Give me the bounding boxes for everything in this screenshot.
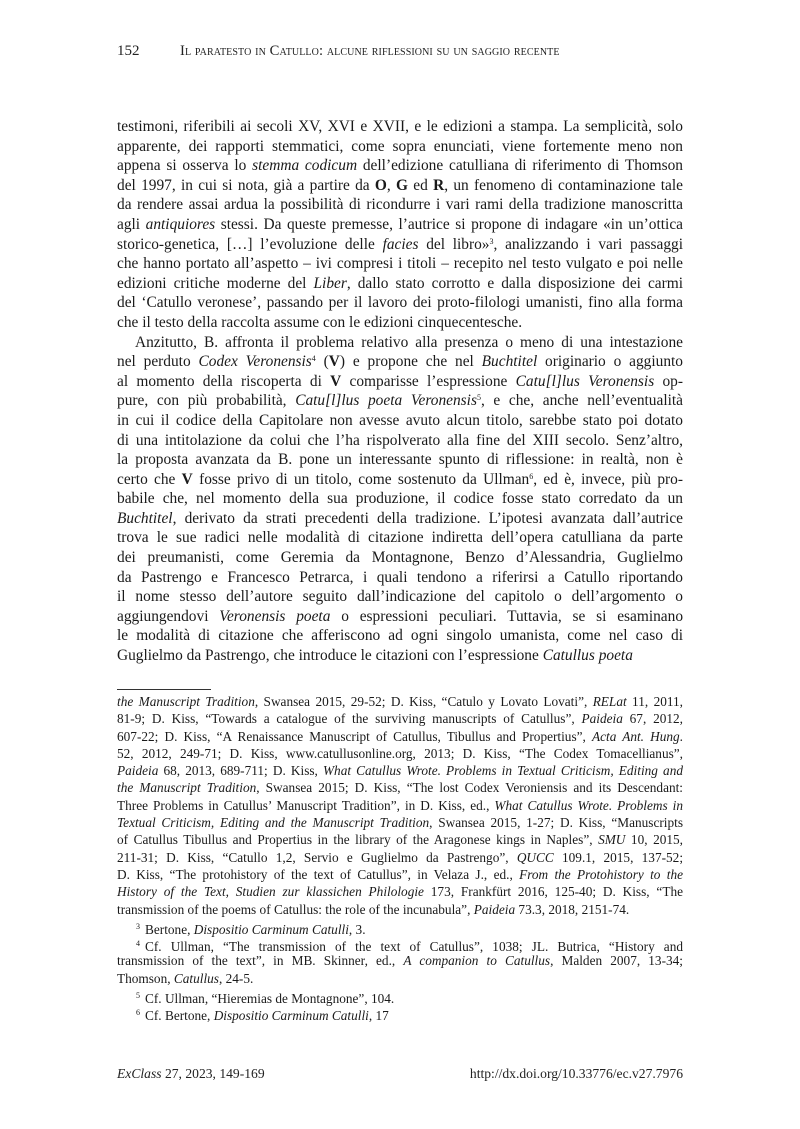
text-run: che hanno portato all’aspetto – ivi compresi i titoli – recepito nel testo vulgato e poi nelle [117,255,683,273]
italic-text: Catu[l]lus poeta Veronensis [295,392,477,410]
text-line [117,509,683,529]
text-run: edizioni critiche moderne del [117,274,314,292]
italic-text: Dispositio Carminum Catulli [213,1008,369,1024]
text-run: stessi. Da queste premesse, l’autrice si propone di indagare «in un’ottica [215,215,683,233]
footnote-line [117,849,683,866]
italic-text: Buchtitel [117,509,173,527]
footnote-separator [117,689,211,690]
footnote-line [117,935,683,955]
text-run: Bertone, [145,921,194,937]
text-run: transmission of the text”, in MB. Skinner, ed., [117,953,404,969]
text-run: 607-22; D. Kiss, “A Renaissance Manuscript of Catullus, Tibullus and Propertius”, [117,728,592,744]
italic-text: Acta Ant. Hung [591,728,680,744]
text-run: le modalità di citazione che afferiscono ad ogni singolo umanista, come nel caso di [117,627,683,645]
footnote-number: 4 [136,939,140,949]
footnote-line [117,797,683,814]
text-run: testimoni, riferibili ai secoli XV, XVI e XVII, e le edizioni a stampa. La semplicità, solo [117,118,683,135]
running-title: Il paratesto in Catullo: alcune riflessioni su un saggio recente [180,43,560,59]
text-line [117,215,683,235]
text-run: Cf. Bertone, [145,1008,214,1024]
text-line [117,489,683,509]
italic-text: facies [382,235,419,253]
italic-text: SMU [598,832,626,848]
text-run: Cf. Ullman, “The transmission of the text of Catullus”, 1038; JL. Butrica, “History and [145,939,683,955]
text-run: , derivato da strati precedenti della tradizione. L’ipotesi avanzata dall’autrice [172,509,683,527]
text-line [117,372,683,392]
footnote-line [117,970,683,987]
text-run: fosse privo di un titolo, come sostenuto da Ullman [192,470,530,488]
text-line [117,235,683,255]
footnote-number: 5 [136,991,140,1001]
text-line [117,313,683,333]
text-run: ed [408,176,434,194]
italic-text: the Manuscript Tradition [117,780,257,796]
footnote-line [117,866,683,883]
text-line [117,156,683,176]
manuscript-siglum: V [328,353,340,371]
text-line [117,431,683,451]
text-run: agli [117,215,146,233]
text-run: Cf. Ullman, “Hieremias de Montagnone”, 104. [145,991,395,1007]
text-run: , 3. [348,921,366,937]
text-run: , dallo stato corrotto e dalla disposizione dei carmi [346,274,683,292]
text-run: , Swansea 2015, 29-52; D. Kiss, “Catulo y Lovato Lovati”, [254,694,593,709]
text-line [117,411,683,431]
text-line [117,626,683,646]
italic-text: the Manuscript Tradition [117,694,255,709]
text-run: , analizzando i vari passaggi [493,235,684,253]
italic-text: stemma codicum [252,157,358,175]
footnote-line [117,814,683,831]
text-line [117,352,683,372]
footnote-ref[interactable]: 5 [476,393,481,403]
italic-text: History of the Text, Studien zur klassichen Philologie [117,884,424,900]
text-run: comparisse l’espressione [341,372,516,390]
footnote-ref[interactable]: 6 [529,471,534,481]
text-run: , ed è, invece, più pro- [533,470,684,488]
text-run: nel perduto [117,353,199,371]
footnote-number: 6 [136,1008,140,1018]
text-run: o espressioni peculiari. Tuttavia, se si esaminano [330,607,684,625]
text-line [117,450,683,470]
text-run: 109.1, 2015, 137-52; [553,849,684,865]
text-line [117,293,683,313]
text-run: , un fenomeno di contaminazione tale [444,176,683,194]
italic-text: A companion to Catullus [403,953,551,969]
text-run: da rendere assai ardua la possibilità di ricondurre i vari rami della tradizione manoscritta [117,196,683,214]
italic-text: Liber [313,274,347,292]
text-run: aggiungendovi [117,607,220,625]
running-header [117,43,687,65]
text-run: storico-genetica, […] l’evoluzione delle [117,235,383,253]
text-line [117,587,683,607]
text-run: transmission of the poems of Catullus: the role of the incunabula”, [117,901,474,917]
text-run: , [386,176,397,194]
text-run: babile che, nel momento della sua produzione, il codice fosse stato corredato da un [117,490,683,508]
italic-text: Catu[l]lus Veronensis [515,372,655,390]
text-run: dell’edizione catulliana di riferimento di Thomson [357,157,683,175]
page-number: 152 [117,43,140,59]
italic-text: Paideia [473,901,516,917]
italic-text: What Catullus Wrote. Problems in [494,797,683,813]
text-run: del libro» [418,235,490,253]
text-run: 67, 2012, [622,711,684,727]
footnote-line [117,952,683,969]
footnote-line [117,883,683,900]
text-line [117,391,683,411]
text-run: , e che, anche nell’eventualità [480,392,683,410]
manuscript-siglum: V [330,372,342,390]
text-line [117,646,683,666]
text-run: 73.3, 2018, 2151-74. [515,901,630,917]
journal-volume-pages: 27, 2023, 149-169 [161,1066,265,1081]
italic-text: Codex Veronensis [198,353,312,371]
text-run: 11, 2011, [626,694,683,709]
text-line [117,568,683,588]
footnote-line [117,1004,683,1024]
text-run: ) e propone che nel [339,353,482,371]
text-run: da Pastrengo e Francesco Petrarca, i quali tendono a riferirsi a Catullo riportando [117,568,683,586]
text-run: 68, 2013, 689-711; D. Kiss, [158,763,323,779]
italic-text: Veronensis poeta [219,607,331,625]
italic-text: RELat [592,694,627,709]
text-line [117,195,683,215]
text-run: 81-9; D. Kiss, “Towards a catalogue of the surviving manuscripts of Catullus”, [117,711,582,727]
italic-text: QUCC [516,849,554,865]
manuscript-siglum: G [396,176,408,194]
text-run: of Catullus Tibullus and Propertius in the library of the Aragonese kings in Naples”, [117,832,599,848]
text-run: Anzitutto, B. affronta il problema relativo alla presenza o meno di una intestazione [135,333,683,351]
page-footer [117,1066,683,1086]
italic-text: Catullus [173,970,219,986]
footnote-line [117,762,683,779]
text-line [117,254,683,274]
text-run: 10, 2015, [625,832,684,848]
italic-text: antiquiores [145,215,216,233]
footnote-number: 3 [136,921,140,931]
text-run: originario o aggiunto [537,353,683,371]
text-run: il nome stesso dell’autore seguito dall’indicazione del capitolo o dell’argomento o [117,588,683,606]
footnote-line [117,779,683,796]
text-run: al momento della riscoperta di [117,372,331,390]
text-line [117,333,683,353]
text-run: appena si osserva lo [117,157,253,175]
text-run: del ‘Catullo veronese’, passando per il lavoro dei proto-filologi umanisti, fino alla forma [117,294,683,312]
text-line [117,528,683,548]
text-line [117,176,683,196]
text-run: di una intitolazione da colui che l’ha rispolverato alla fine del XIII secolo. Senz’altro, [117,431,683,449]
manuscript-siglum: R [433,176,445,194]
text-run: pure, con più probabilità, [117,392,296,410]
text-run: Guglielmo da Pastrengo, che introduce le citazioni con l’espressione [117,647,543,665]
text-line [117,117,683,137]
footnote-line [117,728,683,745]
journal-name: ExClass [117,1066,162,1081]
main-body-text [117,117,683,666]
text-run: trova le sue radici nelle modalità di citazione indiretta dell’opera catulliana da parte [117,529,683,547]
text-run: 173, Frankfürt 2016, 125-40; D. Kiss, “The [423,884,683,900]
footnotes [117,693,683,1022]
text-run: del 1997, in cui si nota, già a partire da [117,176,375,194]
text-run: , Swansea 2015; D. Kiss, “The lost Codex Veroniensis and its Descendant: [256,780,684,796]
italic-text: Catullus poeta [542,647,633,665]
italic-text: What Catullus Wrote. Problems in Textual Criticism, Editing and [322,763,683,779]
text-run: ( [315,353,329,371]
footnote-line [117,987,683,1007]
manuscript-siglum: O [374,176,387,194]
footnote-line [117,901,683,918]
italic-text: From the Protohistory to the [519,866,683,882]
text-line [117,470,683,490]
text-line [117,548,683,568]
text-line [117,137,683,157]
text-line [117,274,683,294]
footnote-line [117,710,683,727]
footnote-line [117,831,683,848]
footnote-ref[interactable]: 4 [311,354,316,364]
doi-link[interactable]: http://dx.doi.org/10.33776/ec.v27.7976 [469,1066,683,1081]
text-run: Thomson, [117,970,174,986]
text-run: 211-31; D. Kiss, “Catullo 1,2, Servio e Guglielmo da Pastrengo”, [117,849,517,865]
text-run: che il testo della raccolta assume con le edizioni cinquecentesche. [117,313,523,331]
text-run: , 24-5. [218,970,254,986]
footnote-line [117,745,683,762]
text-run: la proposta avanzata da B. pone un interessante spunto di riflessione: in realtà, non è [117,451,683,469]
text-run: , Swansea 2015, 1-27; D. Kiss, “Manuscripts [429,815,683,831]
italic-text: Textual Criticism, Editing and the Manuscript Tradition [117,815,430,831]
italic-text: Paideia [581,711,623,727]
italic-text: Buchtitel [481,353,538,371]
text-run: op- [654,372,683,390]
text-line [117,607,683,627]
italic-text: Dispositio Carminum Catulli [193,921,349,937]
footnote-line [117,693,683,710]
text-run: D. Kiss, “The protohistory of the text of Catullus”, in Velaza J., ed., [117,866,520,882]
text-run: dei preumanisti, come Geremia da Montagnone, Benzo d’Alessandria, Guglielmo [117,549,683,567]
text-run: 52, 2012, 249-71; D. Kiss, www.catullusonline.org, 2013; D. Kiss, “The Codex Tomacellianus”, [117,745,683,761]
text-run: Three Problems in Catullus’ Manuscript Tradition”, in D. Kiss, ed., [117,797,495,813]
manuscript-siglum: V [181,470,193,488]
text-run: . [679,728,683,744]
footnote-line [117,918,683,935]
text-run: , Malden 2007, 13-34; [550,953,683,969]
text-run: apparente, dei rapporti stemmatici, come sopra enunciati, viene fortemente meno non [117,137,683,155]
italic-text: Paideia [117,763,159,779]
text-run: certo che [117,470,182,488]
text-run: in cui il codice della Capitolare non avesse avuto alcun titolo, sarebbe stato poi dotato [117,411,683,429]
text-run: , 17 [368,1008,389,1024]
footnote-ref[interactable]: 3 [489,236,494,246]
journal-citation [117,1066,265,1082]
